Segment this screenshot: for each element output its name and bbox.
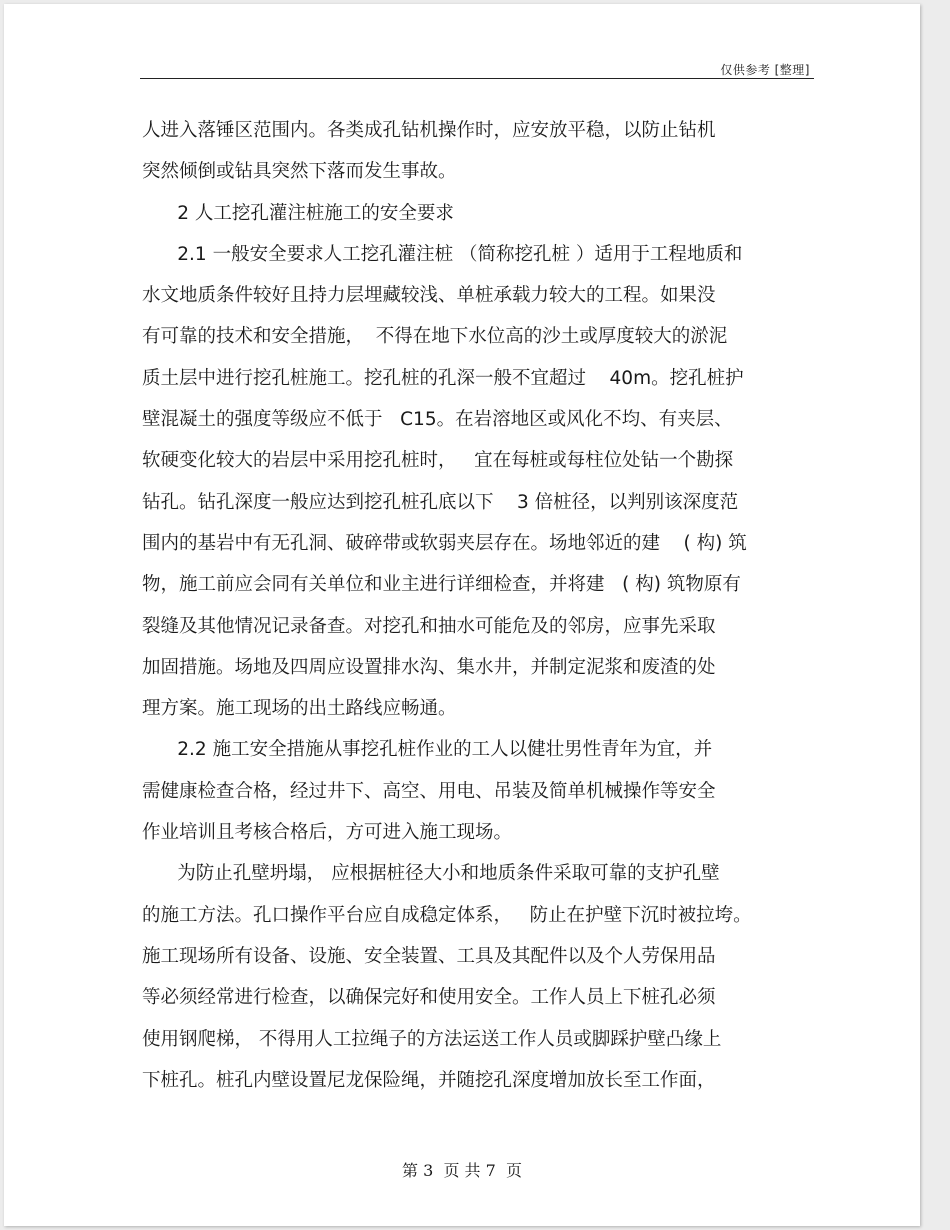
header-note: 仅供参考 [整理] [720,63,810,77]
text-line: 加固措施。场地及四周应设置排水沟、集水井，并制定泥浆和废渣的处 [142,656,716,678]
text-line: 作业培训且考核合格后，方可进入施工现场。 [142,822,513,844]
text-line: 有可靠的技术和安全措施， 不得在地下水位高的沙土或厚度较大的淤泥 [142,326,728,348]
header-divider [140,78,814,79]
text-line: 的施工方法。孔口操作平台应自成稳定体系， 防止在护壁下沉时被拉垮。 [142,904,752,926]
text-line: 物，施工前应会同有关单位和业主进行详细检查，并将建 ( 构) 筑物原有 [142,574,741,596]
text-line: 2.2 施工安全措施从事挖孔桩作业的工人以健壮男性青年为宜，并 [142,739,713,761]
text-line: 理方案。施工现场的出土路线应畅通。 [142,698,457,720]
text-line: 使用钢爬梯， 不得用人工拉绳子的方法运送工作人员或脚踩护壁凸缘上 [142,1028,722,1050]
text-line: 需健康检查合格，经过井下、高空、用电、吊装及简单机械操作等安全 [142,780,716,802]
text-line: 突然倾倒或钻具突然下落而发生事故。 [142,161,457,183]
text-line: 水文地质条件较好且持力层埋藏较浅、单桩承载力较大的工程。如果没 [142,285,716,307]
text-line: 施工现场所有设备、设施、安全装置、工具及其配件以及个人劳保用品 [142,945,716,967]
section-heading: 2 人工挖孔灌注桩施工的安全要求 [142,202,454,224]
text-line: 钻孔。钻孔深度一般应达到挖孔桩孔底以下 3 倍桩径，以判别该深度范 [142,491,739,513]
document-page [4,4,920,1226]
text-line: 裂缝及其他情况记录备查。对挖孔和抽水可能危及的邻房，应事先采取 [142,615,716,637]
text-line: 等必须经常进行检查，以确保完好和使用安全。工作人员上下桩孔必须 [142,987,716,1009]
text-line: 人进入落锤区范围内。各类成孔钻机操作时，应安放平稳，以防止钻机 [142,120,716,141]
text-line: 围内的基岩中有无孔洞、破碎带或软弱夹层存在。场地邻近的建 ( 构) 筑 [142,532,747,554]
text-line: 壁混凝土的强度等级应不低于 C15。在岩溶地区或风化不均、有夹层、 [142,409,733,431]
page-number: 第 3 页 共 7 页 [402,1161,522,1180]
text-line: 软硬变化较大的岩层中采用挖孔桩时， 宜在每桩或每柱位处钻一个勘探 [142,450,734,472]
text-line: 2.1 一般安全要求人工挖孔灌注桩 （简称挖孔桩 ）适用于工程地质和 [142,243,743,265]
text-line: 下桩孔。桩孔内壁设置尼龙保险绳，并随挖孔深度增加放长至工作面， [142,1069,716,1091]
text-line: 质土层中进行挖孔桩施工。挖孔桩的孔深一般不宜超过 40m。挖孔桩护 [142,367,744,389]
text-line: 为防止孔壁坍塌， 应根据桩径大小和地质条件采取可靠的支护孔壁 [142,863,720,885]
body-text [142,110,822,1101]
